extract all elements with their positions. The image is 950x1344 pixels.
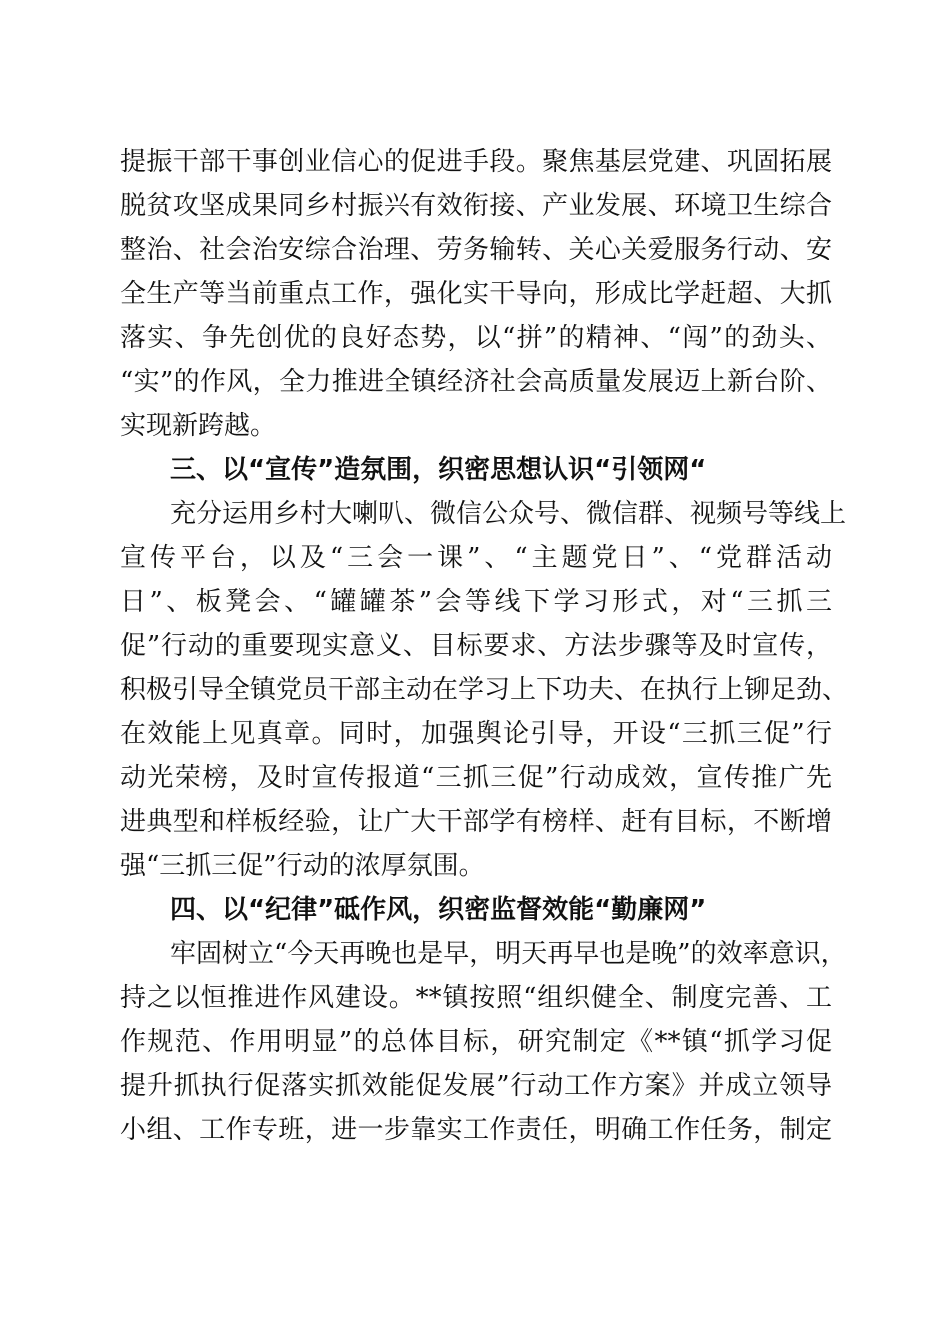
paragraph-line: 进典型和样板经验，让广大干部学有榜样、赶有目标，不断增 [120,807,832,837]
paragraph-line: 积极引导全镇党员干部主动在学习上下功夫、在执行上铆足劲、 [120,675,849,705]
paragraph-line: 促”行动的重要现实意义、目标要求、方法步骤等及时宣传， [120,631,832,661]
section-heading: 四、以“纪律”砥作风，织密监督效能“勤廉网” [170,895,707,925]
paragraph-line: 日”、板凳会、“罐罐茶”会等线下学习形式，对“三抓三 [120,587,832,617]
paragraph-line: 整治、社会治安综合治理、劳务输转、关心关爱服务行动、安 [120,235,832,265]
section-heading: 三、以“宣传”造氛围，织密思想认识“引领网“ [170,455,707,485]
paragraph-line: “实”的作风，全力推进全镇经济社会高质量发展迈上新台阶、 [120,367,832,397]
paragraph-line: 宣传平台，以及“三会一课”、“主题党日”、“党群活动 [120,543,832,573]
paragraph-line: 持之以恒推进作风建设。**镇按照“组织健全、制度完善、工 [120,983,832,1013]
paragraph-line: 作规范、作用明显”的总体目标，研究制定《**镇“抓学习促 [120,1027,832,1057]
paragraph-line: 实现新跨越。 [120,411,277,441]
paragraph-line: 提振干部干事创业信心的促进手段。聚焦基层党建、巩固拓展 [120,147,832,177]
paragraph-line: 小组、工作专班，进一步靠实工作责任，明确工作任务，制定 [120,1115,832,1145]
paragraph-line: 提升抓执行促落实抓效能促发展”行动工作方案》并成立领导 [120,1071,832,1101]
paragraph-line: 充分运用乡村大喇叭、微信公众号、微信群、视频号等线上 [170,499,847,529]
paragraph-line: 在效能上见真章。同时，加强舆论引导，开设“三抓三促”行 [120,719,832,749]
paragraph-line: 落实、争先创优的良好态势，以“拼”的精神、“闯”的劲头、 [120,323,832,353]
paragraph-line: 脱贫攻坚成果同乡村振兴有效衔接、产业发展、环境卫生综合 [120,191,832,221]
paragraph-line: 全生产等当前重点工作，强化实干导向，形成比学赶超、大抓 [120,279,832,309]
paragraph-line: 强“三抓三促”行动的浓厚氛围。 [120,851,485,881]
paragraph-line: 牢固树立“今天再晚也是早，明天再早也是晚”的效率意识， [170,939,847,969]
paragraph-line: 动光荣榜，及时宣传报道“三抓三促”行动成效，宣传推广先 [120,763,832,793]
